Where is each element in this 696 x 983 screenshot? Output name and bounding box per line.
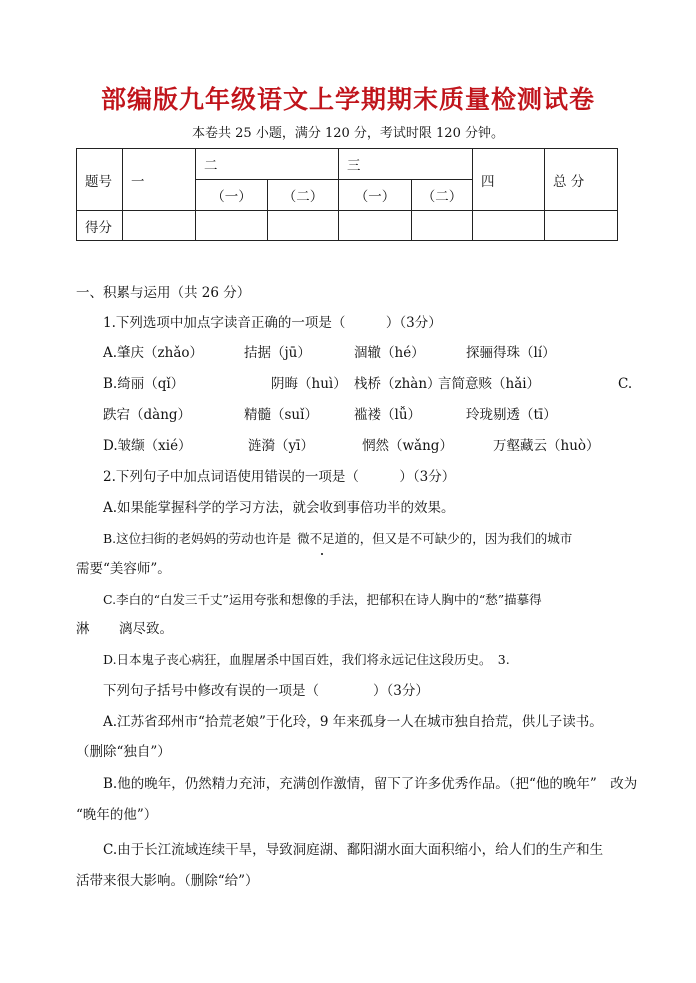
q2-option-b-part1: B.这位扫街的老妈妈的劳动也许是 bbox=[103, 531, 292, 546]
q1-option-b4: 言简意赅（hǎi） bbox=[438, 376, 541, 392]
header-part-two: 二 bbox=[196, 149, 339, 180]
q2-option-a: A.如果能掌握科学的学习方法，就会收到事倍功半的效果。 bbox=[103, 500, 455, 516]
header-total: 总 分 bbox=[545, 149, 618, 211]
q3-stem: 下列句子括号中修改有误的一项是（ ）（3分） bbox=[103, 683, 429, 699]
header-part-three: 三 bbox=[339, 149, 473, 180]
q1-option-c3: 褴褛（lǚ） bbox=[354, 407, 422, 423]
score-table bbox=[76, 148, 618, 241]
q2-option-b-part2: 的，但又是不可缺少的，因为我们的城市 bbox=[347, 531, 573, 546]
header-two-b: （二） bbox=[268, 180, 339, 211]
page-title: 部编版九年级语文上学期期末质量检测试卷 bbox=[100, 85, 595, 114]
score-cell-two-a bbox=[196, 211, 268, 241]
q1-option-b3: 栈桥（zhàn） bbox=[354, 376, 441, 392]
q3-option-a: A.江苏省邳州市“拾荒老娘”于化玲，9 年来孤身一人在城市独自拾荒，供儿子读书。 bbox=[103, 714, 603, 730]
score-cell-two-b bbox=[268, 211, 339, 241]
q1-option-d2: 涟漪（yī） bbox=[248, 438, 314, 454]
q1-option-b2: 阴晦（huì） bbox=[271, 376, 347, 392]
q2-stem: 2.下列句子中加点词语使用错误的一项是（ ）（3分） bbox=[103, 469, 456, 485]
score-cell-three-a bbox=[339, 211, 412, 241]
q1-option-d1: D.皱缬（xié） bbox=[103, 438, 192, 454]
q2-option-b-dotted-word: 微不足道 bbox=[297, 529, 347, 549]
q1-option-a4: 探骊得珠（lí） bbox=[466, 345, 556, 361]
header-part-four: 四 bbox=[473, 149, 545, 211]
q2-option-c-continued-b: 漓尽致。 bbox=[119, 621, 173, 637]
header-three-a: （一） bbox=[339, 180, 412, 211]
q3-option-c: C.由于长江流域连续干旱，导致洞庭湖、鄱阳湖水面大面积缩小，给人们的生产和生 bbox=[103, 842, 604, 858]
q1-stem: 1.下列选项中加点字读音正确的一项是（ ）（3分） bbox=[103, 315, 442, 331]
q3-option-b: B.他的晚年，仍然精力充沛，充满创作激情，留下了许多优秀作品。（把“他的晚年” 改为 bbox=[103, 776, 638, 792]
q1-option-d3: 惘然（wǎng） bbox=[362, 438, 453, 454]
q3-option-b-continued: “晚年的他”） bbox=[76, 807, 158, 823]
q1-option-c4: 玲珑剔透（tī） bbox=[466, 407, 557, 423]
q3-option-c-continued: 活带来很大影响。（删除“给”） bbox=[76, 873, 259, 889]
q1-option-a2: 拮据（jū） bbox=[244, 345, 311, 361]
q1-option-c2: 精髓（suǐ） bbox=[244, 407, 318, 423]
q1-option-b1: B.绮丽（qǐ） bbox=[103, 376, 185, 392]
score-cell-one bbox=[123, 211, 196, 241]
q2-option-c-continued-a: 淋 bbox=[76, 621, 90, 637]
q2-option-b-continued: 需要“美容师”。 bbox=[76, 561, 171, 577]
q2-option-c: C.李白的“白发三千丈”运用夸张和想像的手法，把郁积在诗人胸中的“愁”描摹得 bbox=[103, 592, 542, 607]
score-label: 得分 bbox=[77, 211, 123, 241]
header-label: 题号 bbox=[77, 149, 123, 211]
q1-option-c1: 跌宕（dàng） bbox=[103, 407, 192, 423]
header-part-one: 一 bbox=[123, 149, 196, 211]
score-cell-total bbox=[545, 211, 618, 241]
header-three-b: （二） bbox=[412, 180, 473, 211]
q1-option-c-label: C. bbox=[618, 376, 633, 392]
q2-option-b bbox=[103, 529, 572, 549]
exam-info: 本卷共 25 小题，满分 120 分，考试时限 120 分钟。 bbox=[192, 126, 504, 141]
header-two-a: （一） bbox=[196, 180, 268, 211]
score-cell-four bbox=[473, 211, 545, 241]
q3-option-a-continued: （删除“独自”） bbox=[76, 744, 171, 760]
q1-option-a3: 涸辙（hé） bbox=[354, 345, 425, 361]
score-cell-three-b bbox=[412, 211, 473, 241]
q2-option-d: D.日本鬼子丧心病狂，血腥屠杀中国百姓，我们将永远记住这段历史。 3. bbox=[103, 652, 510, 667]
section-heading: 一、积累与运用（共 26 分） bbox=[76, 285, 251, 301]
q1-option-d4: 万壑藏云（huò） bbox=[493, 438, 600, 454]
q1-option-a1: A.肇庆（zhǎo） bbox=[103, 345, 204, 361]
